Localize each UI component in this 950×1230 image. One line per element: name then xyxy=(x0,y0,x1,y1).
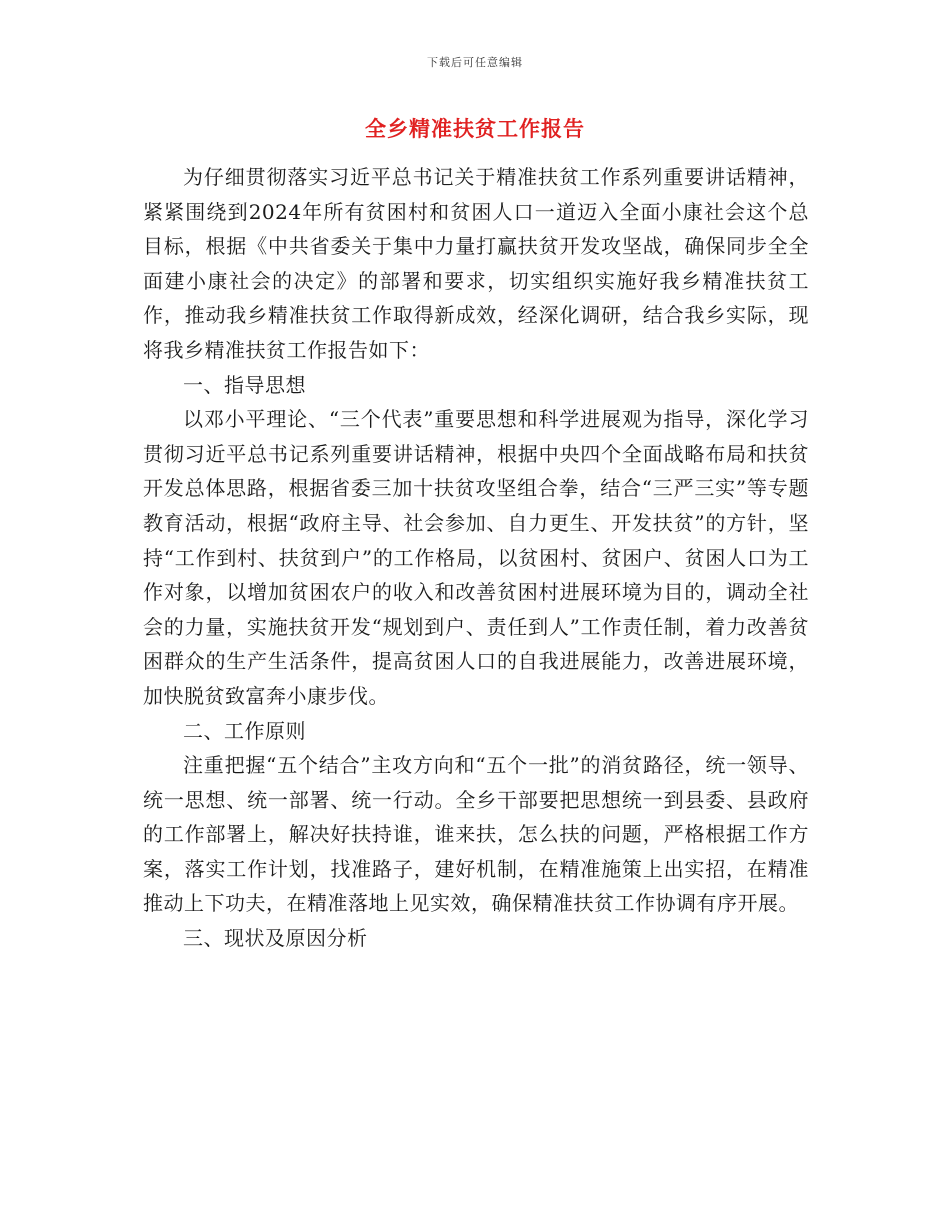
header-note: 下载后可任意编辑 xyxy=(427,56,523,69)
intro-paragraph: 为仔细贯彻落实习近平总书记关于精准扶贫工作系列重要讲话精神，紧紧围绕到2024年所有贫困村和贫困人口一道迈入全面小康社会这个总目标，根据《中共省委关于集中力量打赢扶贫开发攻坚战，确保同步全全面建小康社会的决定》的部署和要求，切实组织实施好我乡精准扶贫工作，推动我乡精准扶贫工作取得新成效，经深化调研，结合我乡实际，现将我乡精准扶贫工作报告如下： xyxy=(143,165,809,362)
document-body xyxy=(143,160,809,956)
section-heading-guiding-ideology: 一、指导思想 xyxy=(183,372,306,397)
section-body-guiding-ideology: 以邓小平理论、“三个代表”重要思想和科学进展观为指导，深化学习贯彻习近平总书记系列重要讲话精神，根据中央四个全面战略布局和扶贫开发总体思路，根据省委三加十扶贫攻坚组合拳，结合“三严三实”等专题教育活动，根据“政府主导、社会参加、自力更生、开发扶贫”的方针，坚持“工作到村、扶贫到户”的工作格局，以贫困村、贫困户、贫困人口为工作对象，以增加贫困农户的收入和改善贫困村进展环境为目的，调动全社会的力量，实施扶贫开发“规划到户、责任到人”工作责任制，着力改善贫困群众的生产生活条件，提高贫困人口的自我进展能力，改善进展环境，加快脱贫致富奔小康步伐。 xyxy=(143,407,809,708)
document-title: 全乡精准扶贫工作报告 xyxy=(365,116,585,141)
section-body-work-principles: 注重把握“五个结合”主攻方向和“五个一批”的消贫路径，统一领导、统一思想、统一部署、统一行动。全乡干部要把思想统一到县委、县政府的工作部署上，解决好扶持谁，谁来扶，怎么扶的问题，严格根据工作方案，落实工作计划，找准路子，建好机制，在精准施策上出实招，在精准推动上下功夫，在精准落地上见实效，确保精准扶贫工作协调有序开展。 xyxy=(143,753,809,916)
section-heading-work-principles: 二、工作原则 xyxy=(183,718,306,743)
section-heading-status-analysis: 三、现状及原因分析 xyxy=(183,926,368,951)
